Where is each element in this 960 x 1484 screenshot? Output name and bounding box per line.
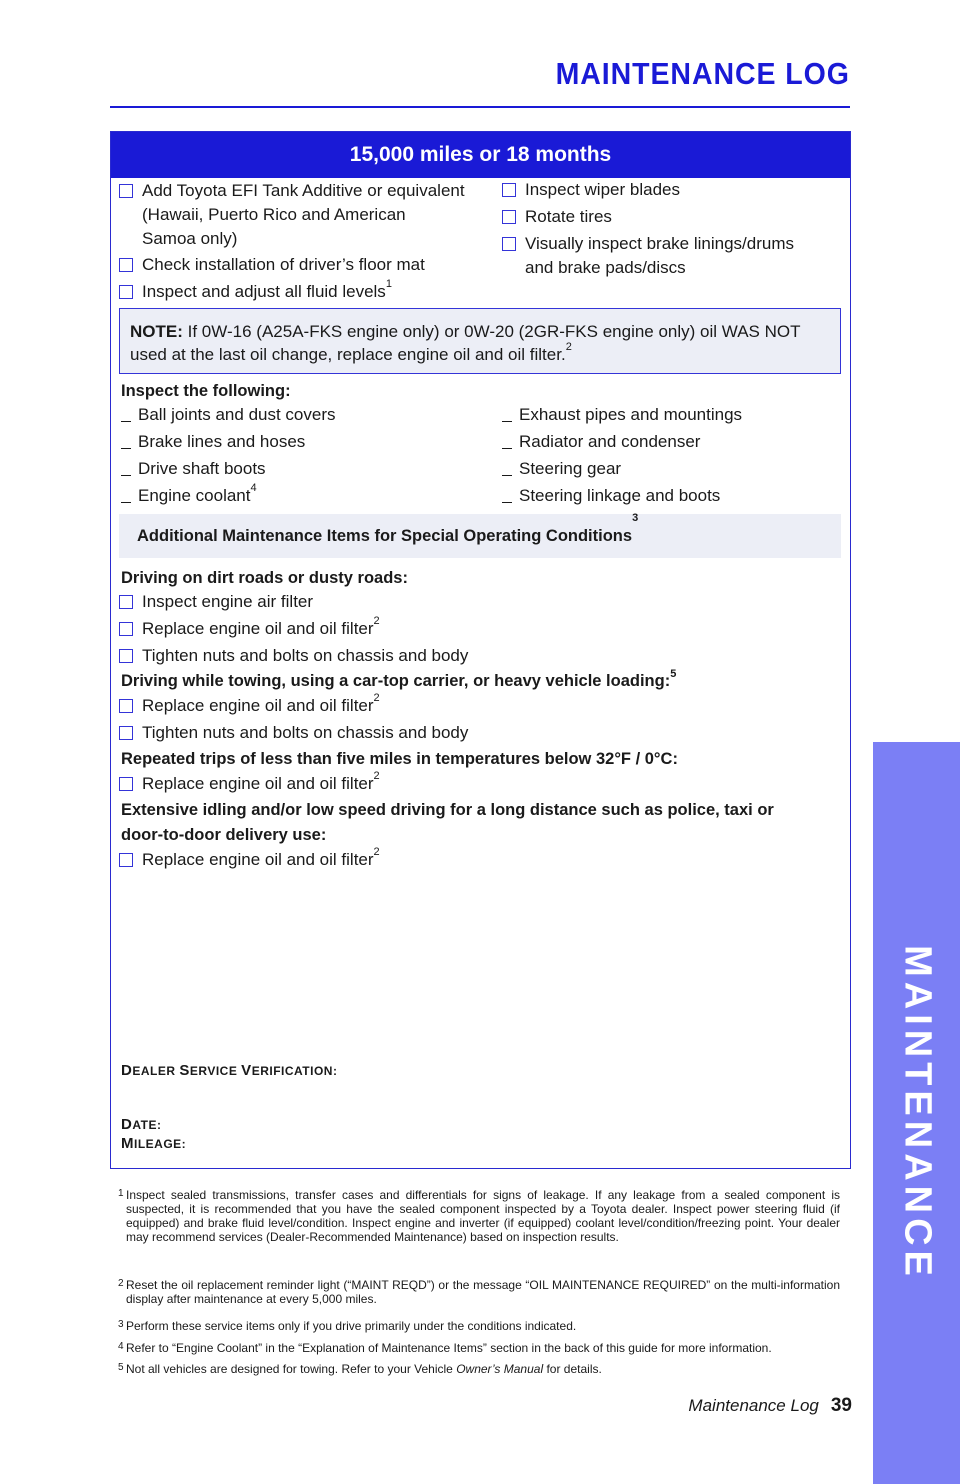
footnote-text: Perform these service items only if you drive primarily under the conditions indicated. [126, 1319, 577, 1333]
inspect-item [121, 457, 266, 481]
checklist-item-line: Rotate tires [525, 207, 612, 226]
inspect-item-text: Steering gear [519, 459, 622, 478]
footnote-ref: 2 [373, 692, 380, 704]
checklist-item-line: and brake pads/discs [525, 258, 686, 277]
note-box [119, 308, 841, 374]
footnote-number: 3 [118, 1319, 124, 1330]
inspect-item-text: Brake lines and hoses [138, 432, 306, 451]
inspect-item [502, 430, 700, 454]
label-part: ILEAGE: [134, 1137, 187, 1151]
note-label: NOTE: [130, 322, 183, 341]
dash-mark [121, 448, 131, 450]
checklist-item-line: Tighten nuts and bolts on chassis and body [142, 723, 469, 742]
footer-section-name: Maintenance Log [688, 1396, 819, 1415]
checklist-item [119, 848, 380, 872]
checklist-item [502, 178, 680, 202]
condition-heading: Extensive idling and/or low speed driving for a long distance such as police, taxi or [121, 801, 774, 819]
additional-maintenance-heading [119, 514, 841, 558]
checkbox[interactable] [119, 595, 133, 609]
footnote [118, 1278, 840, 1306]
checklist-item-text: Inspect and adjust all fluid levels [142, 282, 386, 301]
checklist-item-line: Tighten nuts and bolts on chassis and body [142, 646, 469, 665]
label-part: ERIFICATION: [251, 1064, 338, 1078]
dash-mark [502, 448, 512, 450]
checklist-item [119, 694, 380, 718]
label-part: ERVICE [189, 1064, 242, 1078]
checklist-item-line: Add Toyota EFI Tank Additive or equivalent [142, 181, 465, 200]
checkbox[interactable] [502, 237, 516, 251]
label-part: S [179, 1062, 190, 1079]
label-part: ATE: [132, 1118, 162, 1132]
checkbox[interactable] [119, 184, 133, 198]
checklist-item [119, 617, 380, 641]
checkbox[interactable] [502, 183, 516, 197]
title-rule [110, 106, 850, 108]
checklist-item-line: Check installation of driver’s floor mat [142, 255, 425, 274]
checklist-item [502, 232, 794, 280]
dash-mark [121, 421, 131, 423]
inspect-item [502, 403, 742, 427]
checklist-item-line: Visually inspect brake linings/drums [525, 234, 794, 253]
inspect-item [502, 484, 720, 508]
footnote-ref: 2 [373, 770, 380, 782]
mileage-label [121, 1135, 186, 1152]
checkbox[interactable] [119, 777, 133, 791]
condition-heading-text: Driving while towing, using a car-top carrier, or heavy vehicle loading: [121, 672, 671, 690]
inspect-item-text: Radiator and condenser [519, 432, 701, 451]
checkbox[interactable] [119, 853, 133, 867]
condition-heading: Repeated trips of less than five miles in temperatures below 32°F / 0°C: [121, 750, 678, 768]
inspect-heading: Inspect the following: [121, 382, 291, 400]
label-part: D [121, 1062, 133, 1079]
inspect-item-text: Drive shaft boots [138, 459, 266, 478]
footnote-ref: 2 [565, 341, 572, 353]
date-label [121, 1116, 161, 1133]
footnote-text: Refer to “Engine Coolant” in the “Explanation of Maintenance Items” section in the back of this guide for more information. [126, 1341, 772, 1355]
note-text: used at the last oil change, replace engine oil and oil filter. [130, 345, 566, 364]
inspect-item [121, 484, 257, 508]
inspect-item-text: Steering linkage and boots [519, 486, 721, 505]
dash-mark [502, 502, 512, 504]
checkbox[interactable] [119, 649, 133, 663]
checklist-item [502, 205, 612, 229]
checkbox[interactable] [119, 258, 133, 272]
dash-mark [121, 475, 131, 477]
condition-heading-continued: door-to-door delivery use: [121, 826, 327, 844]
maintenance-log-box [110, 131, 851, 1169]
checklist-item-line [119, 694, 380, 718]
checklist-item [119, 590, 313, 614]
checklist-item [119, 772, 380, 796]
checkbox[interactable] [119, 622, 133, 636]
checklist-item-line: Inspect wiper blades [525, 180, 680, 199]
condition-heading [121, 670, 676, 692]
inspect-item-text: Exhaust pipes and mountings [519, 405, 743, 424]
footnote-number: 1 [118, 1188, 124, 1199]
inspect-item-text: Ball joints and dust covers [138, 405, 336, 424]
inspect-item [121, 430, 305, 454]
footnote-text: Inspect sealed transmissions, transfer cases and differentials for signs of leakage. If any leakage from a sealed component is suspected, it is recommended that you have the sealed component inspected by a Toyota dealer. Inspect power steering fluid (if equipped) and brake fluid level/condition. Inspect engine and inverter (if equipped) coolant level/condition/freezing point. Your dealer may recommend services (Dealer-Recommended Maintenance) based on inspection results. [126, 1188, 840, 1244]
interval-heading: 15,000 miles or 18 months [111, 132, 850, 178]
page-number: 39 [830, 1395, 852, 1416]
condition-heading: Driving on dirt roads or dusty roads: [121, 569, 408, 587]
checklist-item-line [119, 848, 380, 872]
inspect-item-text: Engine coolant [138, 486, 251, 505]
label-part: V [241, 1062, 252, 1079]
side-tab [873, 742, 960, 1484]
footnote-number: 4 [118, 1341, 124, 1352]
checklist-item-line: Samoa only) [142, 229, 238, 248]
footnote [118, 1319, 840, 1333]
label-part: M [121, 1135, 134, 1152]
footnote-ref: 2 [373, 615, 380, 627]
footnote [118, 1341, 840, 1355]
dash-mark [121, 502, 131, 504]
footnote-text-italic: Owner’s Manual [456, 1362, 544, 1376]
footnote-ref: 5 [670, 668, 677, 680]
checklist-item-text: Replace engine oil and oil filter [142, 850, 374, 869]
dash-mark [502, 475, 512, 477]
footnote-ref: 3 [632, 512, 639, 524]
checklist-item-line: Inspect engine air filter [142, 592, 314, 611]
checklist-item-text: Replace engine oil and oil filter [142, 774, 374, 793]
checklist-item [119, 253, 425, 277]
footnote-ref: 4 [250, 482, 257, 494]
footnote [118, 1362, 840, 1376]
note-text: If 0W-16 (A25A-FKS engine only) or 0W-20 (2GR-FKS engine only) oil WAS NOT [187, 322, 801, 341]
checklist-item [119, 721, 468, 745]
checklist-item-line [119, 617, 380, 641]
checkbox[interactable] [119, 699, 133, 713]
checklist-item-line [119, 280, 392, 304]
footnote-ref: 2 [373, 846, 380, 858]
note-line [130, 343, 840, 366]
footnote [118, 1188, 840, 1244]
page-title: MAINTENANCE LOG [555, 56, 850, 91]
inspect-item [121, 403, 336, 427]
checkbox[interactable] [119, 726, 133, 740]
dash-mark [502, 421, 512, 423]
inspect-item [502, 457, 621, 481]
page-footer [688, 1395, 852, 1417]
footnote-ref: 1 [385, 278, 392, 290]
label-part: EALER [132, 1064, 180, 1078]
checklist-item-text: Replace engine oil and oil filter [142, 696, 374, 715]
label-part: D [121, 1116, 133, 1133]
checklist-item [119, 179, 465, 251]
footnote-number: 5 [118, 1362, 124, 1373]
checklist-item-text: Replace engine oil and oil filter [142, 619, 374, 638]
checkbox[interactable] [502, 210, 516, 224]
note-line [130, 320, 840, 343]
checkbox[interactable] [119, 285, 133, 299]
footnote-text: Not all vehicles are designed for towing. Refer to your Vehicle [126, 1362, 457, 1376]
additional-heading-text: Additional Maintenance Items for Special Operating Conditions [137, 527, 633, 545]
checklist-item-line: (Hawaii, Puerto Rico and American [142, 205, 406, 224]
side-tab-label: MAINTENANCE [896, 945, 938, 1281]
checklist-item [119, 644, 468, 668]
footnote-text: Reset the oil replacement reminder light (“MAINT REQD”) or the message “OIL MAINTENANCE REQUIRED” on the multi-information display after maintenance at every 5,000 miles. [126, 1278, 840, 1306]
checklist-item-line [119, 772, 380, 796]
dealer-service-verification-label [121, 1062, 337, 1079]
checklist-item [119, 280, 392, 304]
footnote-text: for details. [543, 1362, 602, 1376]
footnote-number: 2 [118, 1278, 124, 1289]
